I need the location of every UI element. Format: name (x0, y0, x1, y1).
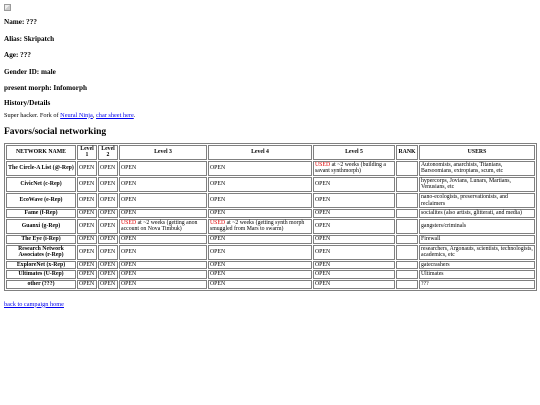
level-cell (313, 280, 395, 289)
level-cell (119, 270, 207, 279)
level-cell (208, 209, 312, 218)
level-cell (313, 270, 395, 279)
network-name-cell: The Eye (i-Rep) (6, 235, 76, 244)
level-text: OPEN (121, 261, 137, 268)
level-cell: OPEN (77, 235, 97, 244)
level-cell (119, 261, 207, 270)
level-cell (119, 235, 207, 244)
level-cell: OPEN (77, 261, 97, 270)
level-text: OPEN (315, 271, 331, 278)
level-cell (119, 177, 207, 192)
level-cell (313, 235, 395, 244)
level-cell: OPEN (77, 193, 97, 208)
level-text: OPEN (121, 197, 137, 204)
level-text: OPEN (210, 181, 226, 188)
network-name-cell: ExploreNet (x-Rep) (6, 261, 76, 270)
morph-field: present morph: Infomorph (4, 84, 87, 92)
level-cell (119, 219, 207, 234)
level-cell (313, 161, 395, 176)
level-text: at ~2 weeks (getting anon account on Nova Timbuk) (121, 219, 198, 233)
network-name-cell: EcoWave (e-Rep) (6, 193, 76, 208)
level-text: at ~2 weeks (building a savant synthmorph) (315, 161, 386, 175)
footer (4, 301, 536, 308)
level-cell: OPEN (98, 219, 118, 234)
table-row (6, 235, 535, 244)
level-text: OPEN (121, 281, 137, 287)
level-text: OPEN (210, 164, 226, 171)
table-row (6, 245, 535, 260)
level-cell (313, 245, 395, 260)
history-heading: History/Details (4, 98, 51, 107)
table-row (6, 261, 535, 270)
level-cell (313, 177, 395, 192)
level-cell: OPEN (77, 209, 97, 218)
level-cell: OPEN (98, 193, 118, 208)
network-name-cell: Guanxi (g-Rep) (6, 219, 76, 234)
used-marker: USED (121, 219, 137, 226)
level-text: OPEN (121, 248, 137, 255)
users-cell: ??? (419, 280, 535, 289)
users-cell: researchers, Argonauts, scientists, technologists, academics, etc (419, 245, 535, 260)
level-cell (208, 261, 312, 270)
level-cell: OPEN (98, 270, 118, 279)
level-cell: OPEN (77, 280, 97, 289)
rank-cell (396, 235, 418, 244)
level-text: OPEN (315, 281, 331, 287)
level-text: OPEN (315, 248, 331, 255)
gender-field: Gender ID: male (4, 67, 56, 76)
level-text: OPEN (315, 223, 331, 230)
level-cell (313, 261, 395, 270)
network-name-cell: Fame (f-Rep) (6, 209, 76, 218)
back-to-campaign-link[interactable]: back to campaign home (4, 300, 64, 308)
users-cell: Autonomists, anarchists, Titanians, Barsoomians, extropians, scum, etc (419, 161, 535, 176)
column-header: NETWORK NAME (6, 145, 76, 160)
level-text: OPEN (315, 236, 331, 243)
level-cell (208, 193, 312, 208)
users-cell: Ultimates (419, 270, 535, 279)
network-name-cell: CivicNet (c-Rep) (6, 177, 76, 192)
network-name-cell: The Circle-A List (@-Rep) (6, 161, 76, 176)
char-sheet-link[interactable]: char sheet here (96, 111, 134, 119)
rank-cell (396, 261, 418, 270)
table-row (6, 219, 535, 234)
alias-field: Alias: Skripatch (4, 34, 55, 43)
level-cell: OPEN (98, 280, 118, 289)
neural-ninja-link[interactable]: Neural Ninja (60, 111, 93, 119)
column-header: Level 2 (98, 145, 118, 160)
table-row (6, 270, 535, 279)
level-cell (208, 177, 312, 192)
level-cell: OPEN (98, 261, 118, 270)
name-field: Name: ??? (4, 18, 37, 26)
level-text: OPEN (210, 236, 226, 243)
level-text: OPEN (210, 197, 226, 204)
level-cell: OPEN (77, 270, 97, 279)
level-cell (313, 209, 395, 218)
level-cell (119, 209, 207, 218)
users-cell: gangsters/criminals (419, 219, 535, 234)
level-text: OPEN (315, 181, 331, 188)
used-marker: USED (315, 161, 331, 168)
favors-heading: Favors/social networking (4, 126, 107, 137)
used-marker: USED (210, 219, 226, 226)
column-header: Level 1 (77, 145, 97, 160)
favors-table (4, 143, 537, 291)
table-row (6, 161, 535, 176)
table-row (6, 193, 535, 208)
level-cell: OPEN (77, 245, 97, 260)
level-cell (208, 235, 312, 244)
level-cell (313, 219, 395, 234)
level-cell (208, 270, 312, 279)
rank-cell (396, 280, 418, 289)
level-cell (119, 193, 207, 208)
level-text: OPEN (210, 261, 226, 268)
level-cell: OPEN (98, 245, 118, 260)
network-name-cell: Research Network Associates (r-Rep) (6, 245, 76, 260)
table-header-row (6, 145, 535, 160)
column-header: RANK (396, 145, 418, 160)
network-name-cell: other (???) (6, 280, 76, 289)
level-text: OPEN (315, 261, 331, 268)
table-row (6, 177, 535, 192)
rank-cell (396, 209, 418, 218)
description: Super hacker. Fork of Neural Ninja, char sheet here. (4, 111, 136, 119)
level-text: at ~2 weeks (getting synth morph smuggled from Mars to swarm) (210, 219, 305, 233)
level-cell (119, 280, 207, 289)
level-cell: OPEN (98, 235, 118, 244)
users-cell: hypercorps, Jovians, Lunars, Martians, Venusians, etc (419, 177, 535, 192)
level-text: OPEN (121, 181, 137, 188)
level-cell (313, 193, 395, 208)
column-header: USERS (419, 145, 535, 160)
table-row (6, 209, 535, 218)
age-field: Age: ??? (4, 51, 31, 59)
users-cell: gatecrashers (419, 261, 535, 270)
level-text: OPEN (315, 197, 331, 204)
network-name-cell: Ultimates (U-Rep) (6, 270, 76, 279)
users-cell: socialites (also artists, glitterati, and media) (419, 209, 535, 218)
level-cell (208, 280, 312, 289)
users-cell: Firewall (419, 235, 535, 244)
level-cell: OPEN (77, 219, 97, 234)
users-cell: nano-ecologists, preservationists, and reclaimers (419, 193, 535, 208)
level-cell: OPEN (98, 161, 118, 176)
rank-cell (396, 177, 418, 192)
broken-image-icon (4, 4, 11, 11)
level-cell: OPEN (77, 161, 97, 176)
level-text: OPEN (210, 281, 226, 287)
level-text: OPEN (121, 164, 137, 171)
level-text: OPEN (210, 271, 226, 278)
level-cell (208, 219, 312, 234)
rank-cell (396, 193, 418, 208)
level-cell: OPEN (98, 209, 118, 218)
column-header: Level 4 (208, 145, 312, 160)
level-text: OPEN (315, 210, 331, 217)
level-text: OPEN (121, 210, 137, 217)
level-cell: OPEN (77, 177, 97, 192)
level-cell: OPEN (98, 177, 118, 192)
rank-cell (396, 270, 418, 279)
level-text: OPEN (121, 236, 137, 243)
level-text: OPEN (121, 271, 137, 278)
level-text: OPEN (210, 210, 226, 217)
rank-cell (396, 245, 418, 260)
level-cell (208, 245, 312, 260)
level-cell (119, 245, 207, 260)
level-cell (208, 161, 312, 176)
level-text: OPEN (210, 248, 226, 255)
level-cell (119, 161, 207, 176)
rank-cell (396, 161, 418, 176)
table-row (6, 280, 535, 289)
rank-cell (396, 219, 418, 234)
column-header: Level 3 (119, 145, 207, 160)
column-header: Level 5 (313, 145, 395, 160)
